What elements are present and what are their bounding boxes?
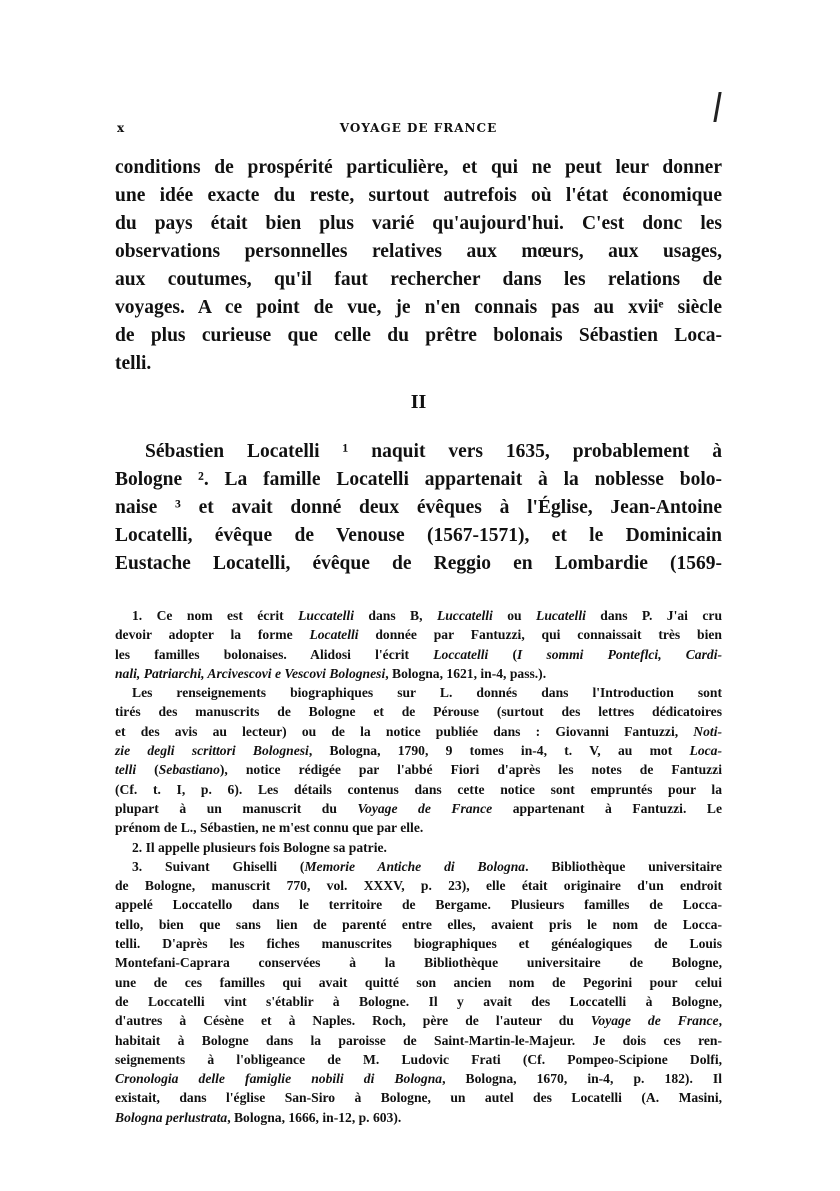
footnote-text: de Bologne, manuscrit 770, vol. XXXV, p. 23), elle était originaire d'un endroit (115, 878, 722, 894)
footnote-text: dans B, (353, 608, 437, 623)
italic-text: Noti- (693, 723, 722, 739)
footnote-line (115, 799, 722, 818)
running-header (115, 121, 722, 141)
footnote-text: une de ces familles qui avait quitté son ancien nom de Pegorini pour celui (115, 974, 722, 990)
footnote-line (115, 838, 722, 857)
footnote-line (115, 606, 722, 625)
italic-text: Voyage de France (357, 800, 493, 816)
text-line: de plus curieuse que celle du prêtre bolonais Sébastien Loca- (115, 325, 722, 346)
paragraph-2 (115, 438, 722, 578)
italic-text: Memorie Antiche di Bologna (304, 858, 526, 874)
italic-text: Luccatelli (298, 608, 354, 623)
text-line: du pays était bien plus varié qu'aujourd'hui. C'est donc les (115, 213, 722, 234)
footnote-text: tello, bien que sans lien de parenté entre elles, avaient pris le nom de Locca- (115, 916, 722, 932)
footnote-line (115, 915, 722, 934)
footnote-text: Montefani-Caprara conservées à la Bibliothèque universitaire de Bologne, (115, 955, 722, 971)
footnote-text: habitait à Bologne dans la paroisse de Saint-Martin-le-Majeur. Je dois ces ren- (115, 1032, 722, 1048)
footnote-text: 1. Ce nom est écrit (132, 608, 299, 623)
footnote-text: 3. Suivant Ghiselli ( (132, 858, 305, 874)
italic-text: Loccatelli (433, 646, 489, 662)
footnote-text: , Bologna, 1666, in-12, p. 603). (227, 1109, 402, 1125)
footnote-text: (Cf. t. I, p. 6). Les détails contenus dans cette notice sont empruntés pour la (115, 781, 722, 797)
footnote-line (115, 1108, 722, 1127)
footnotes (115, 606, 722, 1127)
footnote-text: les familles bolonaises. Alidosi l'écrit (115, 646, 434, 662)
footnote-line (115, 780, 722, 799)
text-line: une idée exacte du reste, surtout autrefois où l'état économique (115, 185, 722, 206)
footnote-text: d'autres à Césène et à Naples. Roch, père de l'auteur du (115, 1013, 591, 1029)
footnote-line (115, 1031, 722, 1050)
footnote-text: . Bibliothèque universitaire (525, 858, 722, 874)
text-line: telli. (115, 353, 152, 374)
footnote-line (115, 760, 722, 779)
footnote-line (115, 1011, 722, 1030)
footnote-line (115, 1069, 722, 1088)
footnote-text: ou (492, 608, 537, 623)
footnote-text: , Bologna, 1621, in-4, pass.). (385, 665, 547, 681)
footnote-text: et des avis au lecteur) ou de la notice publiée dans : Giovanni Fantuzzi, (115, 723, 694, 739)
footnote-line (115, 664, 722, 683)
footnote-text: tirés des manuscrits de Bologne et de Pérouse (surtout des lettres dédicatoires (115, 704, 722, 720)
footnote-text: , Bologna, 1670, in-4, p. 182). Il (442, 1071, 723, 1087)
italic-text: Bologna perlustrata (115, 1109, 228, 1125)
footnote-line (115, 857, 722, 876)
italic-text: Sebastiano (158, 762, 220, 778)
footnote-text: plupart à un manuscrit du (115, 800, 358, 816)
italic-text: I sommi Ponteflci, Cardi- (517, 646, 722, 662)
pen-mark (713, 92, 721, 122)
footnote-line (115, 876, 722, 895)
footnote-line (115, 953, 722, 972)
footnote-line (115, 625, 722, 644)
footnote-text: ( (488, 646, 518, 662)
footnote-text: donnée par Fantuzzi, qui connaissait très bien (358, 627, 722, 643)
italic-text: telli (115, 762, 137, 778)
footnote-line (115, 741, 722, 760)
footnote-text: de Loccatelli vint s'établir à Bologne. Il y avait des Loccatelli à Bologne, (115, 993, 722, 1009)
footnote-line (115, 683, 722, 702)
text-line: aux coutumes, qu'il faut rechercher dans les relations de (115, 269, 722, 290)
footnote-line (115, 895, 722, 914)
italic-text: Lucatelli (536, 608, 586, 623)
footnote-line (115, 645, 722, 664)
text-line: Bologne ². La famille Locatelli appartenait à la noblesse bolo- (115, 469, 722, 490)
footnote-text: Les renseignements biographiques sur L. donnés dans l'Introduction sont (132, 685, 722, 701)
footnote-line (115, 702, 722, 721)
footnote-text: 2. Il appelle plusieurs fois Bologne sa patrie. (132, 839, 387, 855)
footnote-text: ( (136, 762, 159, 778)
footnote-text: dans P. J'ai cru (585, 608, 723, 623)
footnote-text: seignements à l'obligeance de M. Ludovic Frati (Cf. Pompeo-Scipione Dolfi, (115, 1051, 722, 1067)
footnote-text: prénom de L., Sébastien, ne m'est connu que par elle. (115, 820, 424, 836)
text-line: observations personnelles relatives aux mœurs, aux usages, (115, 241, 722, 262)
footnote-text: ), notice rédigée par l'abbé Fiori d'après les notes de Fantuzzi (219, 762, 722, 778)
footnote-text: existait, dans l'église San-Siro à Bologne, un autel des Locatelli (A. Masini, (115, 1090, 722, 1106)
footnote-text: , (718, 1013, 722, 1029)
text-line: Sébastien Locatelli ¹ naquit vers 1635, probablement à (145, 441, 722, 462)
section-heading: II (410, 391, 427, 413)
footnote-text: appelé Loccatello dans le territoire de Bergame. Plusieurs familles de Locca- (115, 897, 722, 913)
footnote-text: devoir adopter la forme (115, 627, 310, 643)
footnote-text: appartenant à Fantuzzi. Le (492, 800, 722, 816)
footnote-line (115, 973, 722, 992)
page-number: x (117, 121, 126, 135)
footnote-line (115, 934, 722, 953)
running-title: VOYAGE DE FRANCE (339, 121, 498, 135)
footnote-line (115, 992, 722, 1011)
italic-text: Voyage de France (590, 1013, 719, 1029)
footnote-text: , Bologna, 1790, 9 tomes in-4, t. V, au mot (308, 743, 690, 759)
italic-text: Luccatelli (436, 608, 493, 623)
text-line: Locatelli, évêque de Venouse (1567-1571), et le Dominicain (115, 525, 722, 546)
italic-text: Loca- (689, 743, 722, 759)
text-line: naise ³ et avait donné deux évêques à l'Église, Jean-Antoine (115, 497, 722, 518)
italic-text: zie degli scrittori Bolognesi (115, 743, 309, 759)
footnote-line (115, 1088, 722, 1107)
text-line: Eustache Locatelli, évêque de Reggio en Lombardie (1569- (115, 553, 722, 574)
footnote-line (115, 1050, 722, 1069)
text-line: voyages. A ce point de vue, je n'en connais pas au xviiᵉ siècle (115, 297, 722, 318)
footnote-line (115, 818, 722, 837)
italic-text: Locatelli (309, 627, 359, 643)
text-line: conditions de prospérité particulière, et qui ne peut leur donner (115, 157, 722, 178)
footnote-text: telli. D'après les fiches manuscrites biographiques et généalogiques de Louis (115, 936, 722, 952)
italic-text: nali, Patriarchi, Arcivescovi e Vescovi Bolognesi (115, 665, 386, 681)
footnote-line (115, 722, 722, 741)
paragraph-1 (115, 154, 722, 378)
italic-text: Cronologia delle famiglie nobili di Bologna (115, 1071, 443, 1087)
